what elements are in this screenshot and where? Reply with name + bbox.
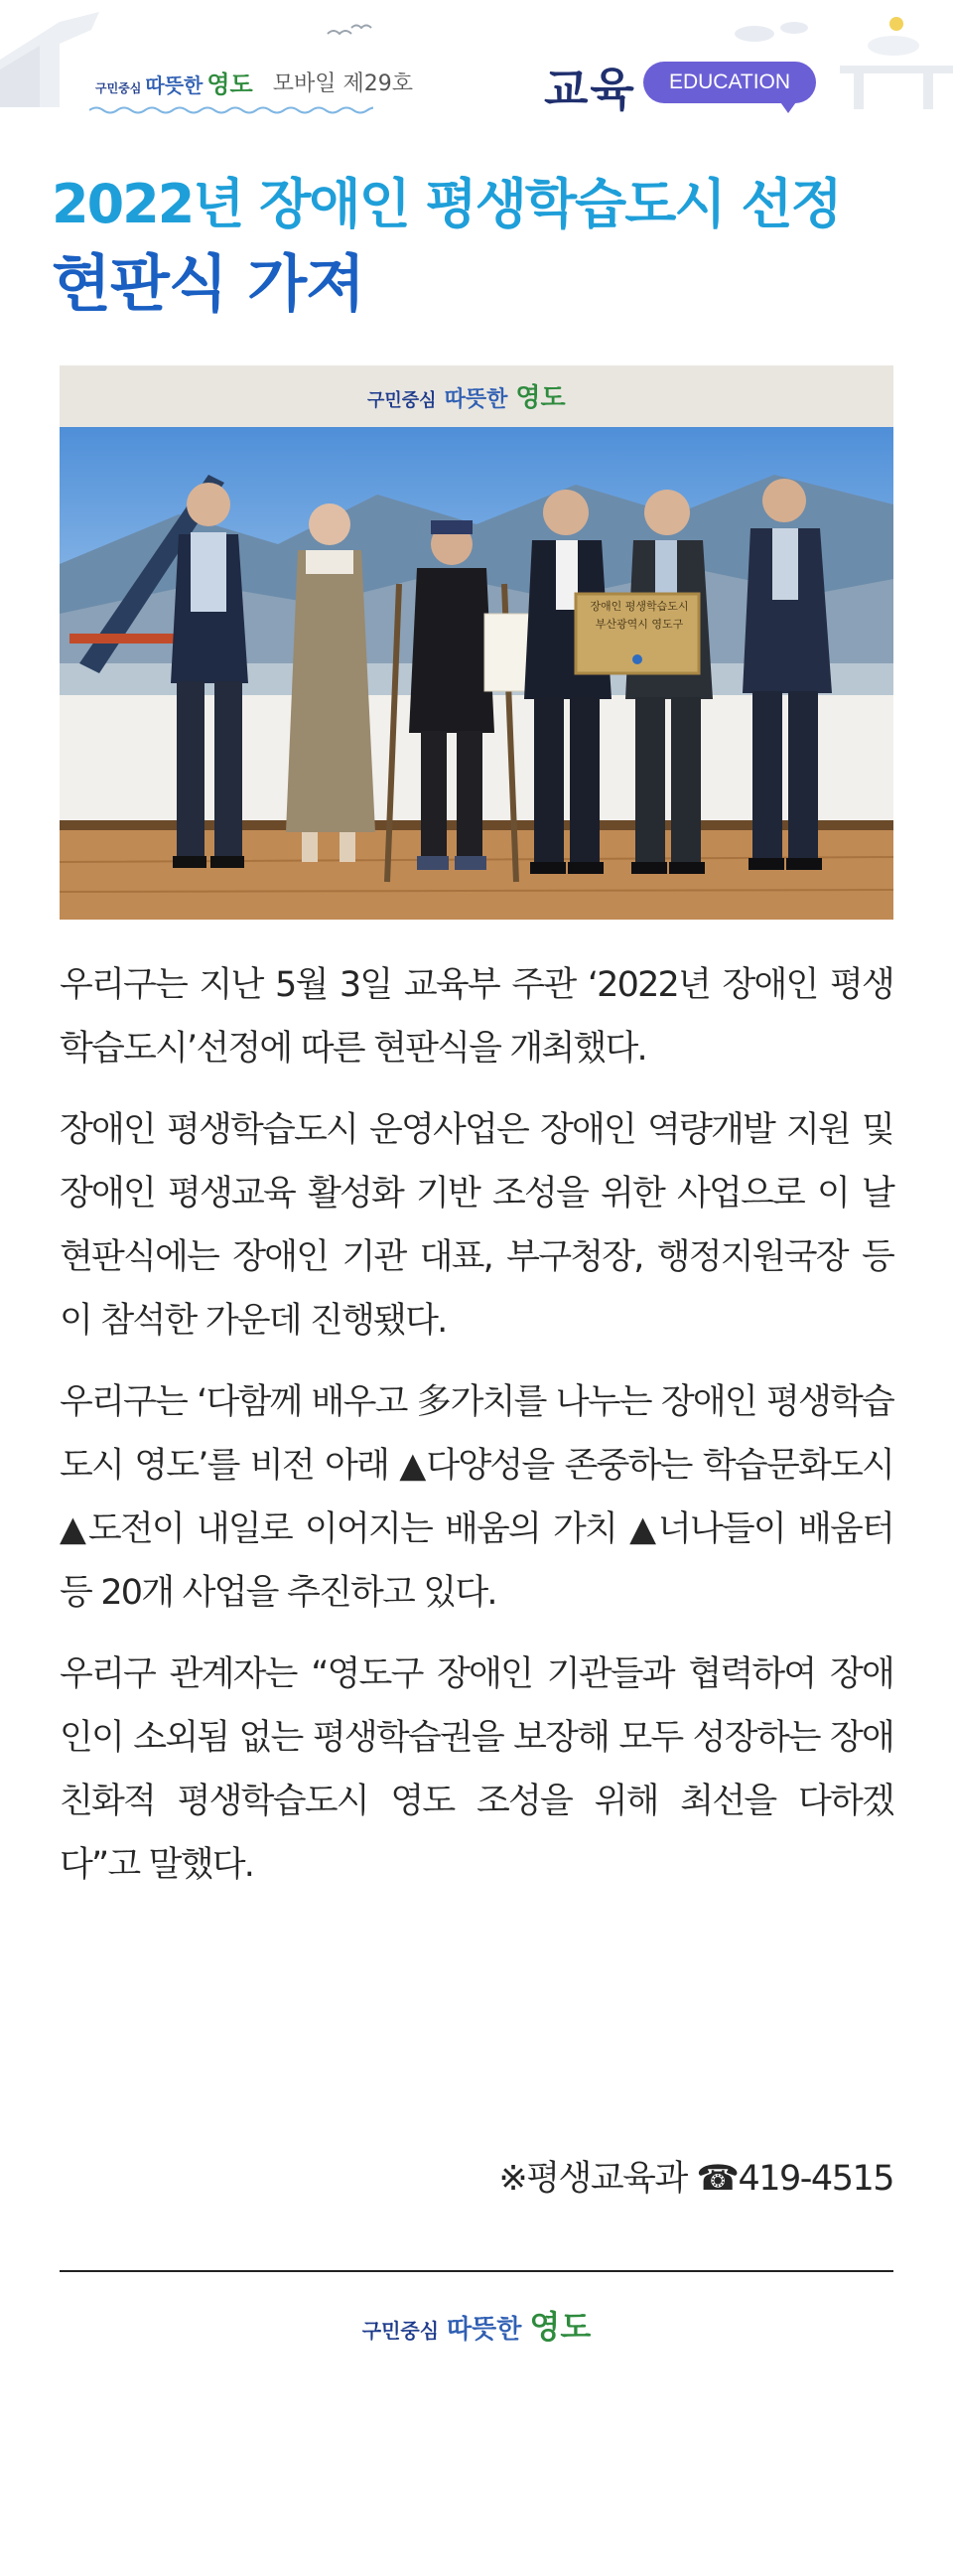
education-badge: EDUCATION xyxy=(643,62,816,103)
paragraph-2: 장애인 평생학습도시 운영사업은 장애인 역량개발 지원 및 장애인 평생교육 활성화 기반 조성을 위한 사업으로 이 날 현판식에는 장애인 기관 대표, 부구청장, 행정지원국장 등이 참석한 가운데 진행됐다. xyxy=(60,1110,893,1341)
logo-prefix: 구민중심 xyxy=(95,80,142,95)
footer-logo-name: 영도 xyxy=(529,2308,592,2346)
photo-banner-logo xyxy=(367,377,566,411)
section-title: 교육 xyxy=(544,63,636,116)
logo-warm: 따뜻한 xyxy=(145,72,204,97)
yeongdo-logo xyxy=(95,65,253,99)
issue-number: 모바일 제29호 xyxy=(272,71,413,96)
wave-underline-icon xyxy=(89,105,373,115)
paragraph-4: 우리구 관계자는 “영도구 장애인 기관들과 협력하여 장애인이 소외됨 없는 평생학습권을 보장해 모두 성장하는 장애친화적 평생학습도시 영도 조성을 위해 최선을 다하겠다”고 말했다. xyxy=(60,1654,893,1885)
footer-logo-prefix: 구민중심 xyxy=(361,2319,440,2343)
masthead xyxy=(95,62,413,101)
banner-prefix: 구민중심 xyxy=(367,390,437,411)
paragraph-3: 우리구는 ‘다함께 배우고 多가치를 나누는 장애인 평생학습도시 영도’를 비전 아래 ▲다양성을 존중하는 학습문화도시 ▲도전이 내일로 이어지는 배움의 가치 ▲너나들이 배움터 등 20개 사업을 추진하고 있다. xyxy=(60,1382,893,1613)
department-contact: ※평생교육과 ☎419-4515 xyxy=(498,2159,893,2199)
title-line-2: 현판식 가져 xyxy=(52,247,365,320)
footer-logo xyxy=(0,2302,953,2348)
banner-name: 영도 xyxy=(515,383,566,413)
paragraph-1: 우리구는 지난 5월 3일 교육부 주관 ‘2022년 장애인 평생학습도시’선정에 따른 현판식을 개최했다. xyxy=(60,965,893,1069)
ceremony-photo-illustration xyxy=(60,365,893,920)
footer-divider xyxy=(60,2270,893,2272)
article-body xyxy=(60,953,893,1915)
ceremony-photo xyxy=(60,365,893,920)
plaque-line-1: 장애인 평생학습도시 xyxy=(590,600,689,613)
plaque-label xyxy=(582,598,697,634)
banner-warm: 따뜻한 xyxy=(444,386,508,412)
title-line-1: 2022년 장애인 평생학습도시 선정 xyxy=(52,173,841,235)
article-title xyxy=(52,167,905,326)
page-header xyxy=(0,0,953,149)
footer-logo-warm: 따뜻한 xyxy=(447,2315,522,2345)
logo-name: 영도 xyxy=(206,70,253,98)
plaque-line-2: 부산광역시 영도구 xyxy=(595,618,684,631)
